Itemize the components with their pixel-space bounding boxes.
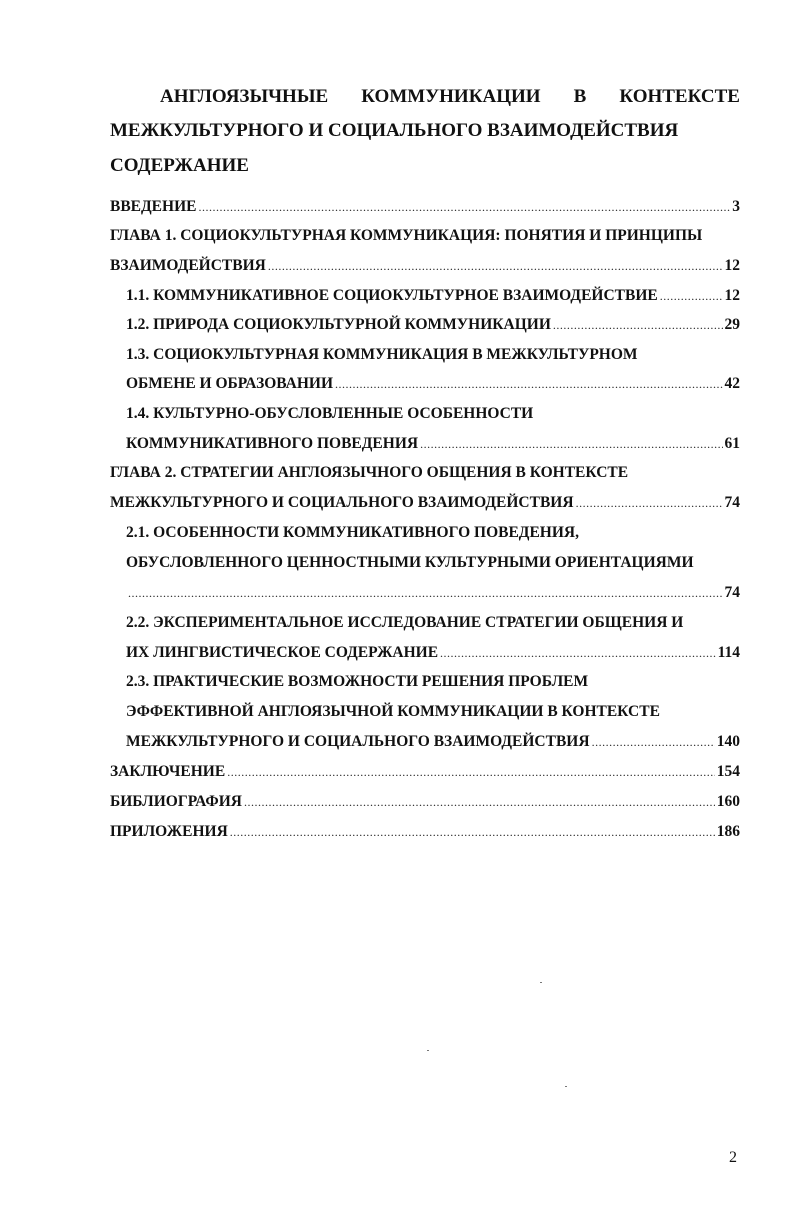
toc-entry[interactable] — [126, 614, 740, 636]
toc-entry-page: 42 — [724, 375, 740, 392]
toc-entry[interactable] — [126, 733, 740, 755]
toc-leader-dots — [198, 200, 730, 215]
toc-leader-dots — [230, 825, 715, 840]
title-word: В — [573, 86, 587, 107]
toc-entry-title: 1.2. ПРИРОДА СОЦИОКУЛЬТУРНОЙ КОММУНИКАЦИИ — [126, 316, 551, 333]
toc-entry-page: 61 — [724, 435, 740, 452]
toc-entry-title: ПРИЛОЖЕНИЯ — [110, 823, 228, 840]
toc-entry[interactable] — [126, 375, 740, 397]
toc-entry-title: ВВЕДЕНИЕ — [110, 198, 197, 215]
toc-entry[interactable] — [110, 257, 740, 279]
toc-entry-title: 2.1. ОСОБЕННОСТИ КОММУНИКАТИВНОГО ПОВЕДЕНИЯ, — [126, 524, 579, 541]
toc-leader-dots — [227, 765, 715, 780]
toc-entry[interactable] — [110, 198, 740, 220]
toc-leader-dots — [128, 586, 723, 601]
toc-entry-page: 74 — [724, 584, 740, 601]
toc-leader-dots — [335, 377, 722, 392]
scan-speck — [540, 982, 542, 983]
toc-entry-page: 12 — [724, 287, 740, 304]
toc-entry-page: 154 — [716, 763, 740, 780]
toc-entry-title: 1.4. КУЛЬТУРНО-ОБУСЛОВЛЕННЫЕ ОСОБЕННОСТИ — [126, 405, 534, 422]
toc-leader-dots — [268, 259, 723, 274]
toc-entry-title: 2.2. ЭКСПЕРИМЕНТАЛЬНОЕ ИССЛЕДОВАНИЕ СТРАТЕГИИ ОБЩЕНИЯ И — [126, 614, 684, 631]
page-number: 2 — [729, 1149, 737, 1166]
toc-entry-title: БИБЛИОГРАФИЯ — [110, 793, 242, 810]
toc-entry[interactable] — [126, 673, 740, 695]
toc-entry[interactable] — [126, 644, 740, 666]
toc-leader-dots — [420, 437, 722, 452]
toc-entry[interactable] — [126, 346, 740, 368]
toc-entry-title: 1.1. КОММУНИКАТИВНОЕ СОЦИОКУЛЬТУРНОЕ ВЗАИМОДЕЙСТВИЕ — [126, 287, 658, 304]
scan-speck — [565, 1086, 567, 1087]
toc-entry-title: МЕЖКУЛЬТУРНОГО И СОЦИАЛЬНОГО ВЗАИМОДЕЙСТВИЯ — [126, 733, 590, 750]
toc-entry[interactable] — [126, 554, 740, 576]
toc-leader-dots — [440, 646, 716, 661]
toc-entry[interactable] — [110, 823, 740, 845]
toc-entry-title: ЭФФЕКТИВНОЙ АНГЛОЯЗЫЧНОЙ КОММУНИКАЦИИ В КОНТЕКСТЕ — [126, 703, 660, 720]
title-word: КОММУНИКАЦИИ — [361, 86, 541, 107]
toc-leader-dots — [244, 795, 715, 810]
toc-entry[interactable] — [110, 494, 740, 516]
title-line-2: МЕЖКУЛЬТУРНОГО И СОЦИАЛЬНОГО ВЗАИМОДЕЙСТВИЯ — [110, 120, 679, 141]
scan-speck — [427, 1050, 429, 1051]
toc-entry-title: ОБУСЛОВЛЕННОГО ЦЕННОСТНЫМИ КУЛЬТУРНЫМИ ОРИЕНТАЦИЯМИ — [126, 554, 694, 571]
toc-entry[interactable] — [126, 524, 740, 546]
toc-entry-page: 186 — [716, 823, 740, 840]
toc-entry[interactable] — [110, 793, 740, 815]
toc-entry-title: ВЗАИМОДЕЙСТВИЯ — [110, 257, 266, 274]
toc-entry[interactable] — [110, 227, 740, 249]
toc-entry-title: МЕЖКУЛЬТУРНОГО И СОЦИАЛЬНОГО ВЗАИМОДЕЙСТВИЯ — [110, 494, 574, 511]
toc-entry-title: 2.3. ПРАКТИЧЕСКИЕ ВОЗМОЖНОСТИ РЕШЕНИЯ ПРОБЛЕМ — [126, 673, 589, 690]
toc-entry[interactable] — [126, 316, 740, 338]
contents-heading: СОДЕРЖАНИЕ — [110, 155, 249, 176]
toc-entry-title: КОММУНИКАТИВНОГО ПОВЕДЕНИЯ — [126, 435, 419, 452]
toc-leader-dots — [592, 735, 715, 750]
toc-entry-page: 12 — [724, 257, 740, 274]
toc-entry-page: 140 — [716, 733, 740, 750]
title-word: КОНТЕКСТЕ — [619, 86, 740, 107]
toc-entry-title: 1.3. СОЦИОКУЛЬТУРНАЯ КОММУНИКАЦИЯ В МЕЖКУЛЬТУРНОМ — [126, 346, 638, 363]
title-word: АНГЛОЯЗЫЧНЫЕ — [160, 86, 329, 107]
toc-entry[interactable] — [126, 435, 740, 457]
toc-entry-page: 160 — [716, 793, 740, 810]
toc-entry[interactable] — [110, 763, 740, 785]
toc-leader-dots — [660, 289, 723, 304]
toc-entry-page: 114 — [717, 644, 740, 661]
toc-leader-dots — [553, 318, 723, 333]
toc-entry-title: ОБМЕНЕ И ОБРАЗОВАНИИ — [126, 375, 334, 392]
toc-entry[interactable] — [126, 584, 740, 606]
toc-entry[interactable] — [110, 464, 740, 486]
toc-entry-page: 74 — [724, 494, 740, 511]
toc-entry-title: ИХ ЛИНГВИСТИЧЕСКОЕ СОДЕРЖАНИЕ — [126, 644, 439, 661]
toc-entry[interactable] — [126, 405, 740, 427]
toc-entry[interactable] — [126, 287, 740, 309]
toc-entry-page: 29 — [724, 316, 740, 333]
toc-leader-dots — [576, 496, 723, 511]
toc-entry-title: ГЛАВА 1. СОЦИОКУЛЬТУРНАЯ КОММУНИКАЦИЯ: ПОНЯТИЯ И ПРИНЦИПЫ — [110, 227, 703, 244]
toc-entry[interactable] — [126, 703, 740, 725]
toc-entry-title: ГЛАВА 2. СТРАТЕГИИ АНГЛОЯЗЫЧНОГО ОБЩЕНИЯ В КОНТЕКСТЕ — [110, 464, 629, 481]
toc-entry-title: ЗАКЛЮЧЕНИЕ — [110, 763, 226, 780]
toc-entry-page: 3 — [732, 198, 740, 215]
